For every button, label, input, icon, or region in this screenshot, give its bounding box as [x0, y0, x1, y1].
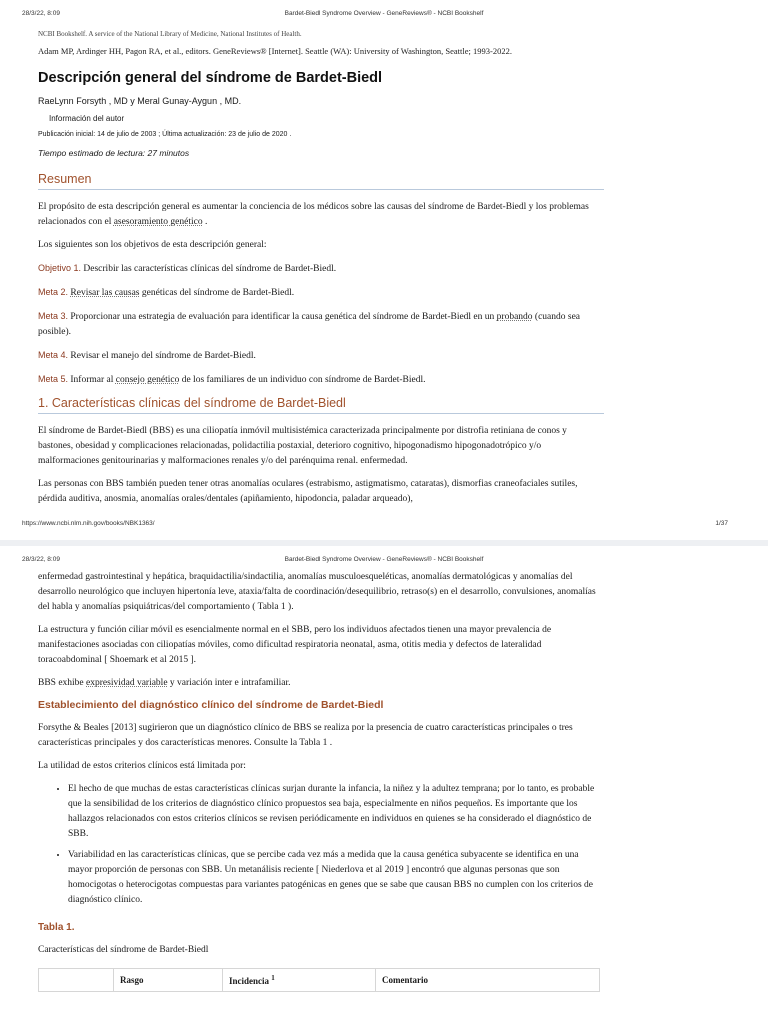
footnote-marker[interactable]: 1	[271, 974, 275, 982]
table-header-trait: Rasgo	[114, 969, 223, 992]
footer-url: https://www.ncbi.nlm.nih.gov/books/NBK1363/	[22, 520, 155, 527]
table-caption: Características del síndrome de Bardet-Biedl	[38, 945, 209, 955]
variable-expressivity-link[interactable]: expresividad variable	[86, 678, 168, 688]
goal-label: Meta 3.	[38, 311, 69, 321]
summary-heading: Resumen	[38, 172, 604, 190]
header-datetime: 28/3/22, 8:09	[22, 10, 60, 17]
goal-4	[38, 348, 604, 364]
table-header-empty	[39, 969, 114, 992]
goal-label: Objetivo 1.	[38, 263, 82, 273]
limitations-list	[38, 782, 604, 908]
table-header-incidence	[223, 969, 376, 992]
goal-1	[38, 261, 604, 277]
citation: Adam MP, Ardinger HH, Pagon RA, et al., editors. GeneReviews® [Internet]. Seattle (WA): University of Washington, Seattle; 1993-2022.	[38, 46, 512, 56]
page-header	[22, 556, 746, 570]
goal-label: Meta 5.	[38, 374, 69, 384]
header-doc-title: Bardet-Biedl Syndrome Overview - GeneReviews® - NCBI Bookshelf	[284, 10, 484, 17]
summary-paragraph-2: Los siguientes son los objetivos de esta descripción general:	[38, 240, 267, 250]
page-title: Descripción general del síndrome de Bardet-Biedl	[38, 70, 383, 86]
reading-time: Tiempo estimado de lectura: 27 minutos	[38, 148, 190, 158]
section-1-paragraph-2: Las personas con BBS también pueden tener otras anomalías oculares (estrabismo, astigmatismo, cataratas), dismorfias craneofaciales sutiles, pérdida auditiva, anosmia, anomalías orales/dentales (apiñamiento, hipodoncia, paladar arqueado),	[38, 479, 578, 504]
genetic-counsel-link[interactable]: consejo genético	[115, 375, 180, 385]
goal-text: Describir las características clínicas del síndrome de Bardet-Biedl.	[81, 264, 337, 274]
table-header-comment: Comentario	[376, 969, 600, 992]
diagnosis-subheading: Establecimiento del diagnóstico clínico del síndrome de Bardet-Biedl	[38, 699, 384, 711]
publication-date: Publicación inicial: 14 de julio de 2003 ; Última actualización: 23 de julio de 2020 .	[38, 131, 292, 138]
motile-cilia-paragraph: La estructura y función ciliar móvil es esencialmente normal en el SBB, pero los individuos afectados tienen una mayor prevalencia de manifestaciones asociadas con ciliopatías móviles, como dificultad respiratoria neonatal, asma, otitis media y defectos de lateralidad toracoabdominal [ Shoemark et al 2015 ].	[38, 625, 552, 665]
goal-label: Meta 4.	[38, 350, 69, 360]
expressivity-paragraph	[38, 676, 604, 691]
header-datetime: 28/3/22, 8:09	[22, 556, 60, 563]
goal-2	[38, 285, 604, 301]
goal-text: (cuando sea posible).	[38, 312, 581, 337]
goal-5	[38, 372, 604, 388]
genetic-counseling-link[interactable]: asesoramiento genético	[113, 217, 203, 227]
author-info-link[interactable]: Información del autor	[49, 114, 125, 123]
summary-paragraph-1	[38, 200, 604, 230]
header-text: Incidencia	[229, 976, 270, 986]
proband-link[interactable]: probando	[496, 312, 533, 322]
table-header-row	[39, 969, 600, 992]
continued-paragraph: enfermedad gastrointestinal y hepática, braquidactilia/sindactilia, anomalías musculoesqueléticas, anomalías dermatológicas y anomalías del desarrollo neurológico que incluyen hipertonía leve, ataxia/falta de coordinación/desequilibrio, retraso(s) en el desarrollo, convulsiones, anomalías del habla y anomalías psiquiátricas/del comportamiento ( Tabla 1 ).	[38, 572, 596, 612]
authors: RaeLynn Forsyth , MD y Meral Gunay-Aygun , MD.	[38, 96, 242, 106]
list-item: • Variabilidad en las características clínicas, que se percibe cada vez más a medida que la causa genética subyacente se identifica en una mayor proporción de personas con SBB. Un metanálisis reciente [ Niederlova et al 2019 ] encontró que algunas personas que son homocigotas o heterocigotas compuestas para variantes patogénicas en genes que se sabe que causan BBS no cumplen con los criterios de diagnóstico clínico.	[68, 848, 604, 908]
goal-text: Informar al	[68, 375, 116, 385]
text: .	[202, 217, 208, 227]
goal-3	[38, 309, 604, 340]
table-heading[interactable]: Tabla 1.	[38, 922, 75, 933]
text: BBS exhibe	[38, 678, 87, 688]
page-header	[22, 10, 746, 24]
text: El propósito de esta descripción general es aumentar la conciencia de los médicos sobre las causas del síndrome de Bardet-Biedl y los problemas relacionados con el	[38, 202, 589, 227]
limitations-intro: La utilidad de estos criterios clínicos está limitada por:	[38, 761, 246, 771]
goal-label: Meta 2.	[38, 287, 69, 297]
review-causes-link[interactable]: Revisar las causas	[70, 288, 140, 298]
footer-page-number: 1/37	[715, 520, 728, 527]
header-doc-title: Bardet-Biedl Syndrome Overview - GeneReviews® - NCBI Bookshelf	[284, 556, 484, 563]
text: y variación inter e intrafamiliar.	[167, 678, 291, 688]
section-1-paragraph-1: El síndrome de Bardet-Biedl (BBS) es una ciliopatía inmóvil multisistémica caracterizada principalmente por distrofia retiniana de conos y bastones, obesidad y complicaciones relacionadas, polidactilia postaxial, deterioro cognitivo, hipogonadismo hipogonadotrópico y/o malformaciones genitourinarias y malformaciones renales y/o del parénquima renal. enfermedad.	[38, 426, 567, 466]
ncbi-line: NCBI Bookshelf. A service of the National Library of Medicine, National Institutes of Health.	[38, 30, 302, 38]
page-2-content	[38, 570, 604, 992]
diagnosis-paragraph: Forsythe & Beales [2013] sugirieron que un diagnóstico clínico de BBS se realiza por la presencia de cuatro características principales o tres características principales y dos características menores. Consulte la Tabla 1 .	[38, 723, 573, 748]
goal-text: Proporcionar una estrategia de evaluación para identificar la causa genética del síndrome de Bardet-Biedl en un	[68, 312, 497, 322]
goal-text: de los familiares de un individuo con síndrome de Bardet-Biedl.	[179, 375, 426, 385]
features-table	[38, 968, 600, 992]
goal-text: genéticas del síndrome de Bardet-Biedl.	[139, 288, 295, 298]
list-item: • El hecho de que muchas de estas características clínicas surjan durante la infancia, la niñez y la adultez temprana; por lo tanto, es probable que la sensibilidad de los criterios de diagnóstico clínico propuestos sea baja, especialmente en niños pequeños. Es importante que los hallazgos relacionados con estos criterios clínicos se revisen periódicamente en individuos en quienes se ha considerado el diagnóstico de SBB.	[68, 782, 604, 842]
section-1-heading: 1. Características clínicas del síndrome de Bardet-Biedl	[38, 396, 604, 414]
goal-text: Revisar el manejo del síndrome de Bardet-Biedl.	[68, 351, 256, 361]
